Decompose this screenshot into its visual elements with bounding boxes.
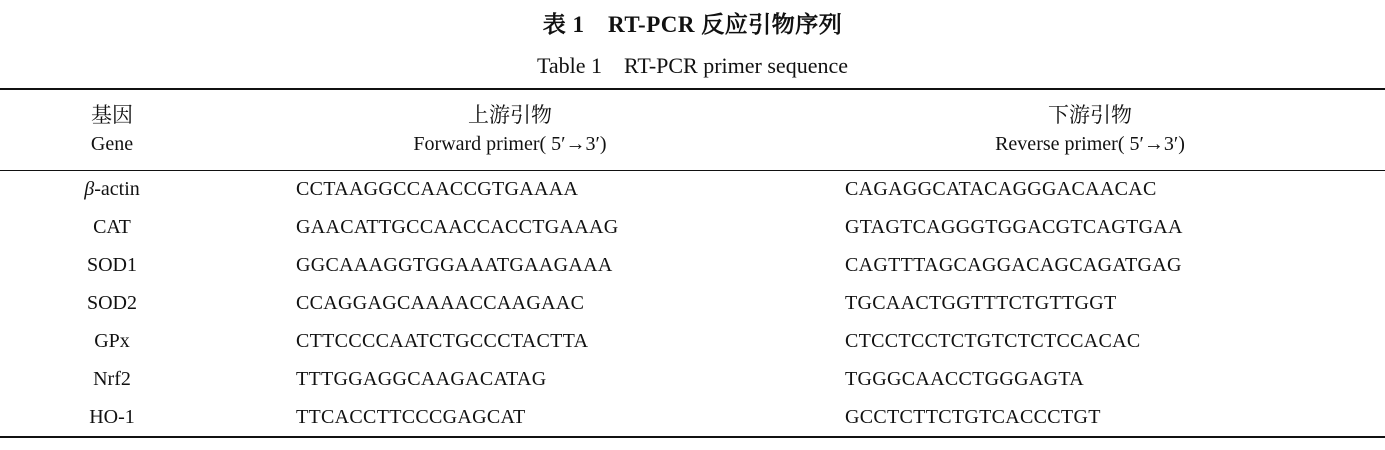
table-row <box>0 322 1385 360</box>
gene-cell <box>62 284 162 322</box>
gene-name: Nrf2 <box>93 368 131 390</box>
header-gene-en: Gene <box>90 133 134 155</box>
header-forward-cn: 上游引物 <box>468 103 552 127</box>
reverse-primer-cell: GCCTCTTCTGTCACCCTGT <box>845 406 1101 428</box>
header-forward-en: Forward primer( 5′→3′) <box>413 133 607 155</box>
header-gene <box>62 101 162 159</box>
header-reverse-cn: 下游引物 <box>1048 103 1132 127</box>
forward-primer-cell: GAACATTGCCAACCACCTGAAAG <box>296 216 619 238</box>
table-row <box>0 398 1385 436</box>
forward-primer-cell: CCTAAGGCCAACCGTGAAAA <box>296 178 579 200</box>
table-row <box>0 360 1385 398</box>
table-title-en: Table 1 RT-PCR primer sequence <box>537 53 848 78</box>
table-row <box>0 246 1385 284</box>
reverse-primer-cell: TGGGCAACCTGGGAGTA <box>845 368 1085 390</box>
reverse-primer-cell: CTCCTCCTCTGTCTCTCCACAC <box>845 330 1141 352</box>
table-row <box>0 284 1385 322</box>
forward-primer-cell: GGCAAAGGTGGAAATGAAGAAA <box>296 254 613 276</box>
gene-name: SOD2 <box>86 292 137 314</box>
gene-cell <box>62 360 162 398</box>
gene-name: CAT <box>93 216 131 238</box>
header-gene-cn: 基因 <box>91 103 133 127</box>
reverse-primer-cell: TGCAACTGGTTTCTGTTGGT <box>845 292 1117 314</box>
gene-cell <box>62 170 162 208</box>
reverse-primer-cell: CAGAGGCATACAGGGACAACAC <box>845 178 1157 200</box>
gene-name: SOD1 <box>86 254 137 276</box>
gene-name: GPx <box>94 330 130 352</box>
header-reverse-primer <box>930 101 1250 159</box>
gene-cell <box>62 322 162 360</box>
table-bottom-rule <box>0 436 1385 438</box>
gene-cell <box>62 246 162 284</box>
gene-cell <box>62 208 162 246</box>
forward-primer-cell: CCAGGAGCAAAACCAAGAAC <box>296 292 585 314</box>
forward-primer-cell: TTCACCTTCCCGAGCAT <box>296 406 526 428</box>
gene-name: -actin <box>94 178 140 200</box>
header-reverse-en: Reverse primer( 5′→3′) <box>995 133 1185 155</box>
table-row <box>0 170 1385 208</box>
forward-primer-cell: TTTGGAGGCAAGACATAG <box>296 368 547 390</box>
table-row <box>0 208 1385 246</box>
header-forward-primer <box>360 101 660 159</box>
table-title-cn: 表 1 RT-PCR 反应引物序列 <box>542 12 843 37</box>
forward-primer-cell: CTTCCCCAATCTGCCCTACTTA <box>296 330 589 352</box>
gene-cell <box>62 398 162 436</box>
gene-greek-prefix: β <box>84 178 95 200</box>
reverse-primer-cell: CAGTTTAGCAGGACAGCAGATGAG <box>845 254 1182 276</box>
gene-name: HO-1 <box>89 406 135 428</box>
reverse-primer-cell: GTAGTCAGGGTGGACGTCAGTGAA <box>845 216 1183 238</box>
table-top-rule <box>0 88 1385 90</box>
